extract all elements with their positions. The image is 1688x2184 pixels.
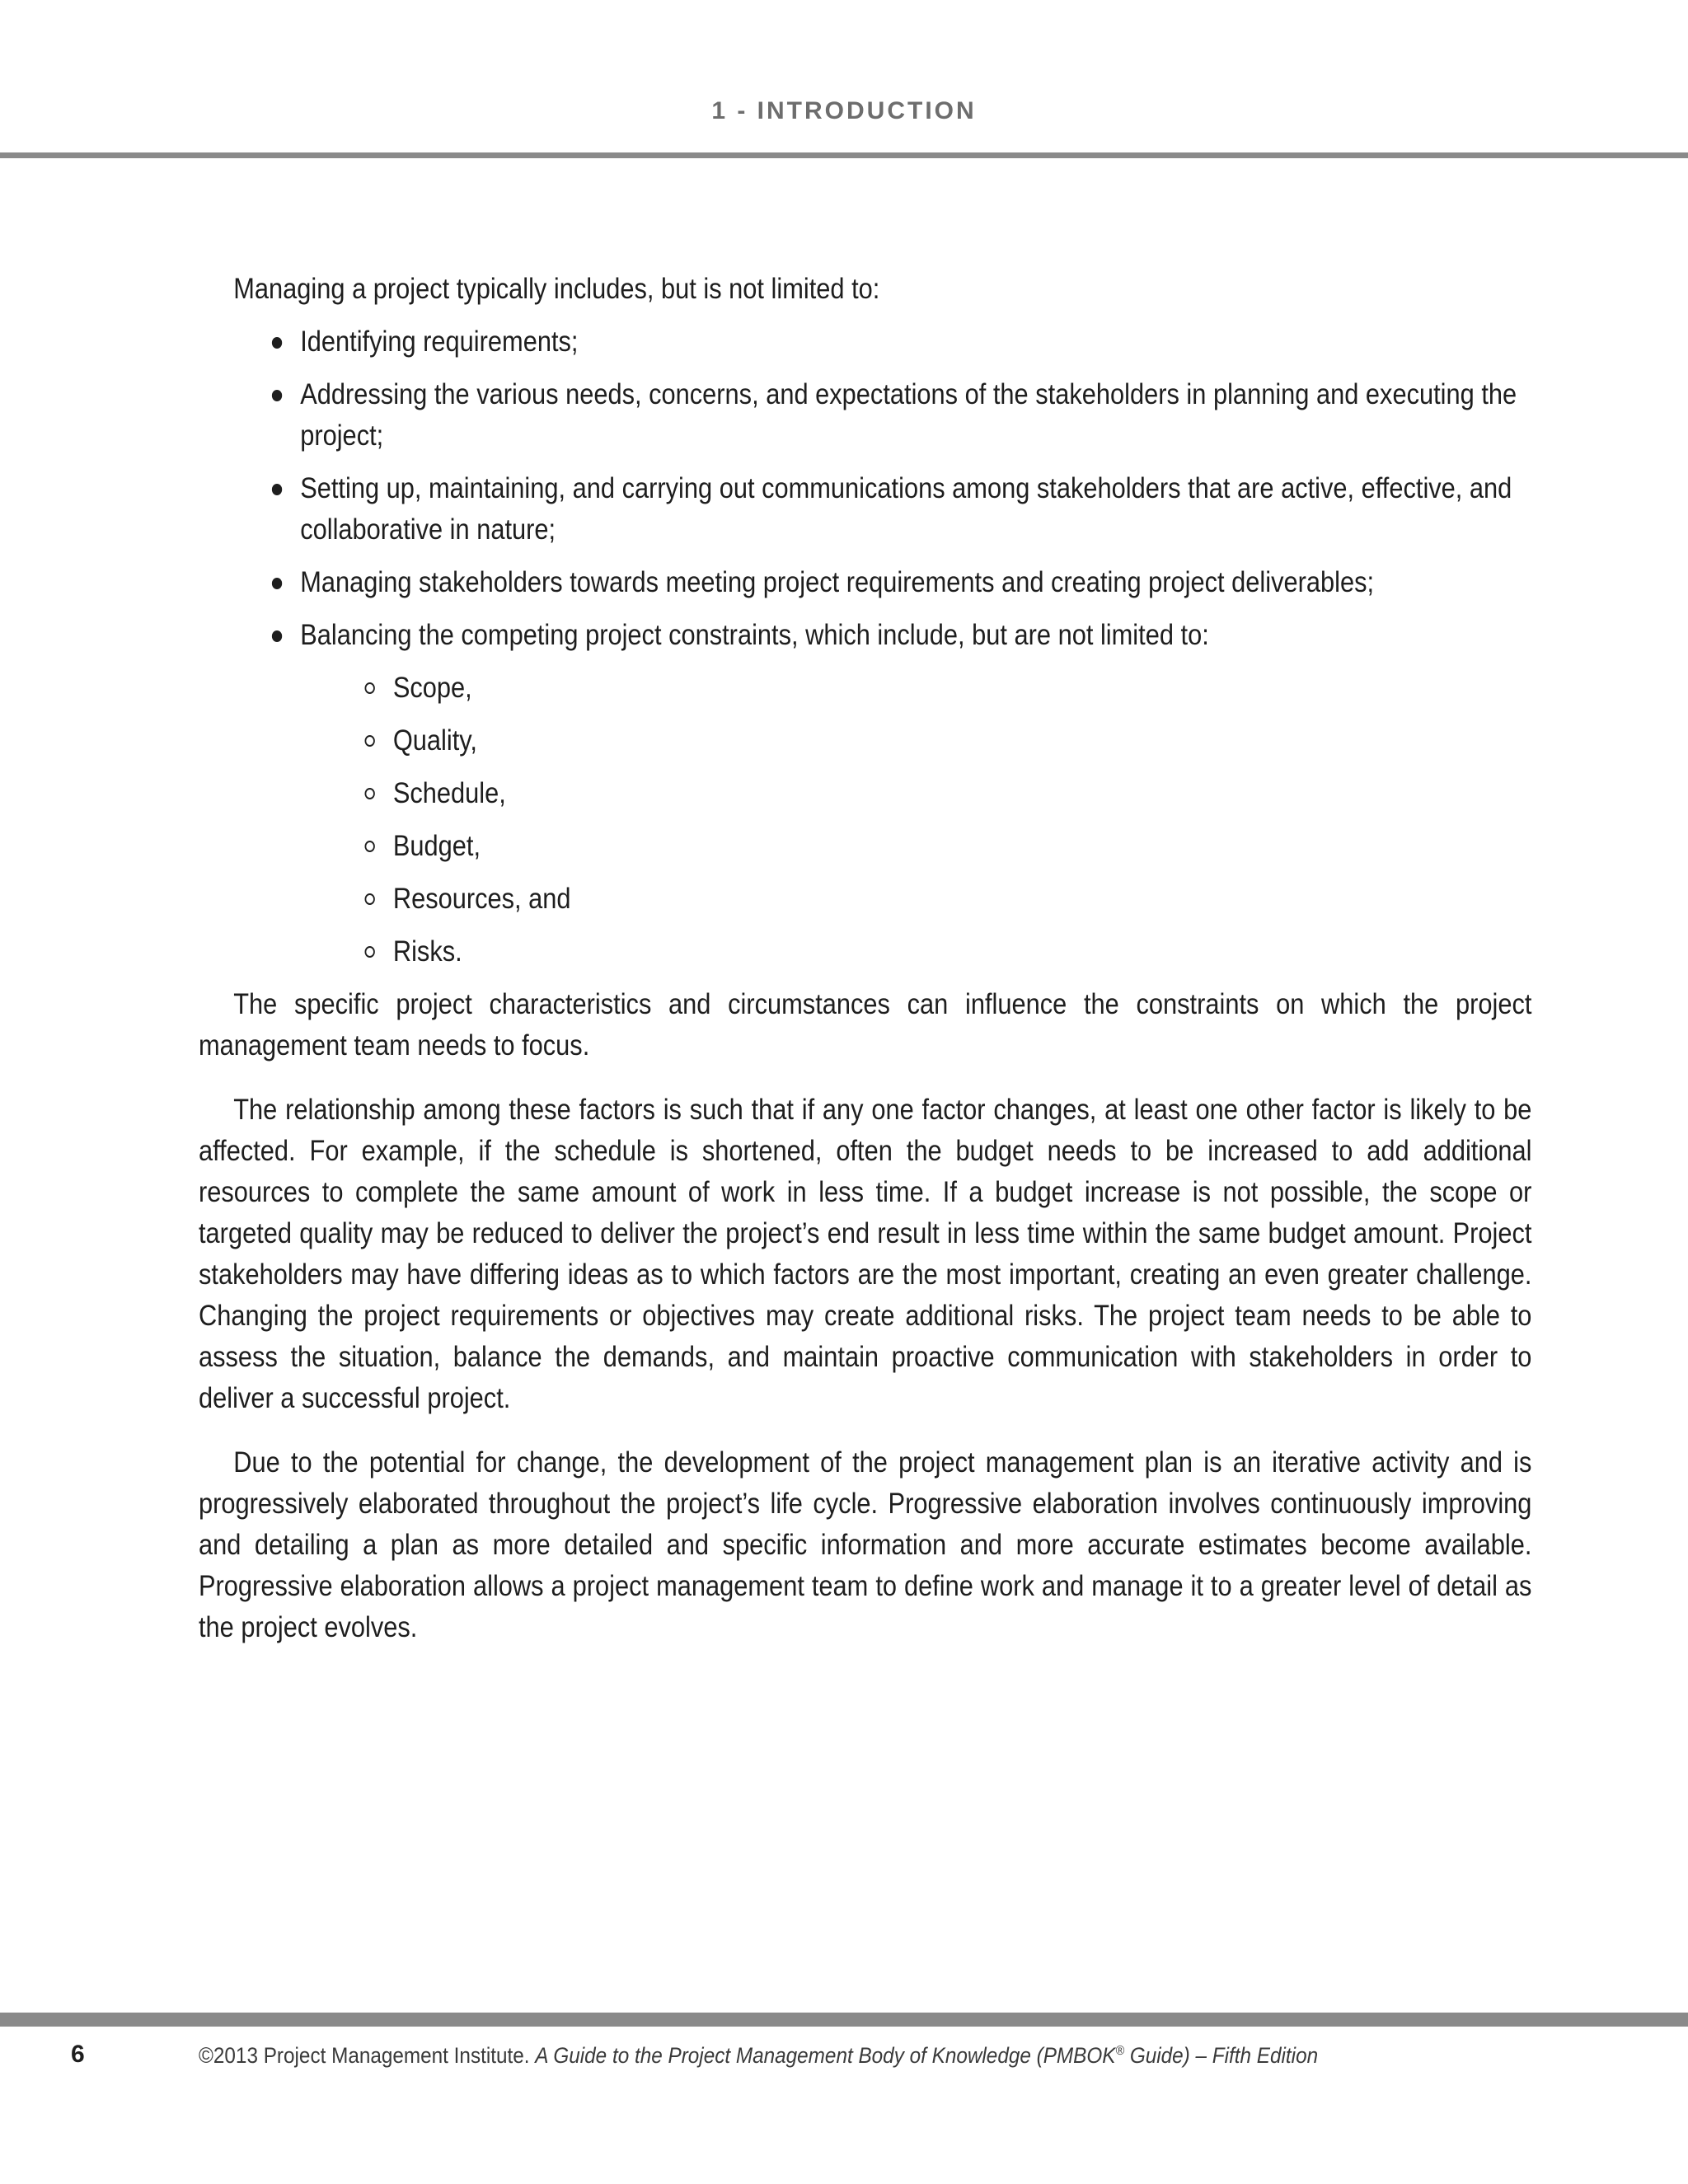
sub-list-item: Risks. <box>300 931 1531 972</box>
list-item: Identifying requirements; <box>199 321 1531 363</box>
running-header: 1 - INTRODUCTION <box>711 97 977 124</box>
intro-sentence: Managing a project typically includes, but is not limited to: <box>233 273 880 305</box>
footer-rule <box>0 2013 1688 2027</box>
bullet-icon <box>272 390 282 401</box>
sub-list-item: Schedule, <box>300 773 1531 814</box>
bullet-icon <box>272 578 282 589</box>
circle-bullet-icon <box>365 735 375 747</box>
circle-bullet-icon <box>365 893 375 905</box>
constraint-list <box>300 668 1531 972</box>
circle-bullet-icon <box>365 841 375 852</box>
body-paragraph: The specific project characteristics and circumstances can influence the constraints on which the project management team needs to focus. <box>199 988 1532 1062</box>
list-item: Addressing the various needs, concerns, and expectations of the stakeholders in planning and executing the project; <box>199 374 1531 457</box>
circle-bullet-icon <box>365 788 375 799</box>
body-paragraph: Due to the potential for change, the development of the project management plan is an iterative activity and is progressively elaborated throughout the project’s life cycle. Progressive elaboration involves continuously improving and detailing a plan as more detailed and specific information and more accurate estimates become available. Progressive elaboration allows a project management team to define work and manage it to a greater level of detail as the project evolves. <box>199 1446 1532 1643</box>
bullet-icon <box>272 630 282 642</box>
sub-list-item: Quality, <box>300 720 1531 762</box>
header-rule <box>0 152 1688 158</box>
body-paragraph: The relationship among these factors is such that if any one factor changes, at least one other factor is likely to be affected. For example, if the schedule is shortened, often the budget needs to be increased to add additional resources to complete the same amount of work in less time. If a budget increase is not possible, the scope or targeted quality may be reduced to deliver the project’s end result in less time within the same budget amount. Project stakeholders may have differing ideas as to which factors are the most important, creating an even greater challenge. Changing the project requirements or objectives may create additional risks. The project team needs to be able to assess the situation, balance the demands, and maintain proactive communication with stakeholders in order to deliver a successful project. <box>199 1094 1532 1414</box>
sub-list-item: Resources, and <box>300 879 1531 920</box>
sub-list-item: Scope, <box>300 668 1531 709</box>
list-item: Setting up, maintaining, and carrying out communications among stakeholders that are active, effective, and collaborative in nature; <box>199 468 1531 551</box>
bullet-list <box>199 321 1531 972</box>
bullet-icon <box>272 337 282 349</box>
footer-citation: ©2013 Project Management Institute. A Guide to the Project Management Body of Knowledge (PMBOK® Guide) – Fifth Edition <box>199 2043 1319 2068</box>
list-item: Managing stakeholders towards meeting project requirements and creating project deliverables; <box>199 562 1531 603</box>
list-item: Balancing the competing project constraints, which include, but are not limited to: Scope, Quality, Schedule, Budget, Resources, and Risks. <box>199 615 1531 972</box>
circle-bullet-icon <box>365 682 375 694</box>
circle-bullet-icon <box>365 946 375 958</box>
sub-list-item: Budget, <box>300 826 1531 867</box>
page-number: 6 <box>71 2041 85 2068</box>
bullet-icon <box>272 484 282 495</box>
page-body <box>199 269 1531 1671</box>
